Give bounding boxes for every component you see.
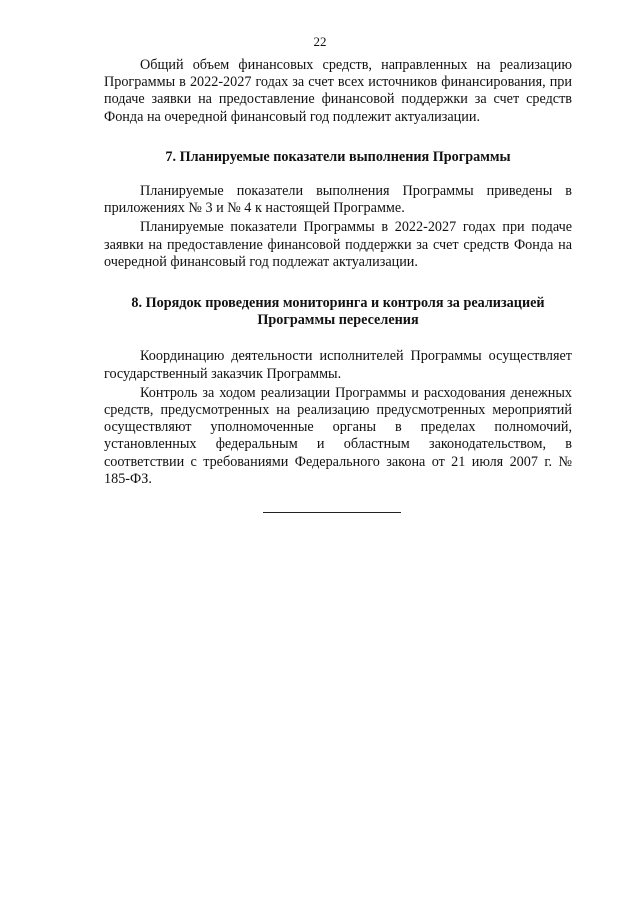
end-divider-line (263, 512, 401, 513)
page-number: 22 (313, 34, 327, 49)
section-8-heading-line-1: 8. Порядок проведения мониторинга и контроля за реализацией (131, 295, 545, 312)
section-7-paragraph-1: Планируемые показатели выполнения Программы приведены в приложениях № 3 и № 4 к настоящей Программе. (104, 183, 572, 217)
section-7-heading: 7. Планируемые показатели выполнения Программы (165, 148, 511, 165)
section-8-paragraph-2: Контроль за ходом реализации Программы и расходования денежных средств, предусмотренных на реализацию предусмотренных мероприятий осуществляют уполномоченные органы в пределах полномочий, установленных федеральным и областным законодательством, в соответствии с требованиями Федерального закона от 21 июля 2007 г. № 185-ФЗ. (104, 384, 572, 487)
section-8-paragraph-1: Координацию деятельности исполнителей Программы осуществляет государственный заказчик Программы. (104, 348, 572, 382)
section-8-heading-line-2: Программы переселения (257, 312, 419, 329)
section-7-paragraph-2: Планируемые показатели Программы в 2022-2027 годах при подаче заявки на предоставление финансовой поддержки за счет средств Фонда на очередной финансовый год подлежат актуализации. (104, 219, 572, 270)
paragraph-funding-volume: Общий объем финансовых средств, направленных на реализацию Программы в 2022-2027 годах за счет всех источников финансирования, при подаче заявки на предоставление финансовой поддержки за счет средств Фонда на очередной финансовый год подлежит актуализации. (104, 57, 572, 125)
document-body (104, 57, 572, 488)
section-8-heading (104, 295, 572, 329)
